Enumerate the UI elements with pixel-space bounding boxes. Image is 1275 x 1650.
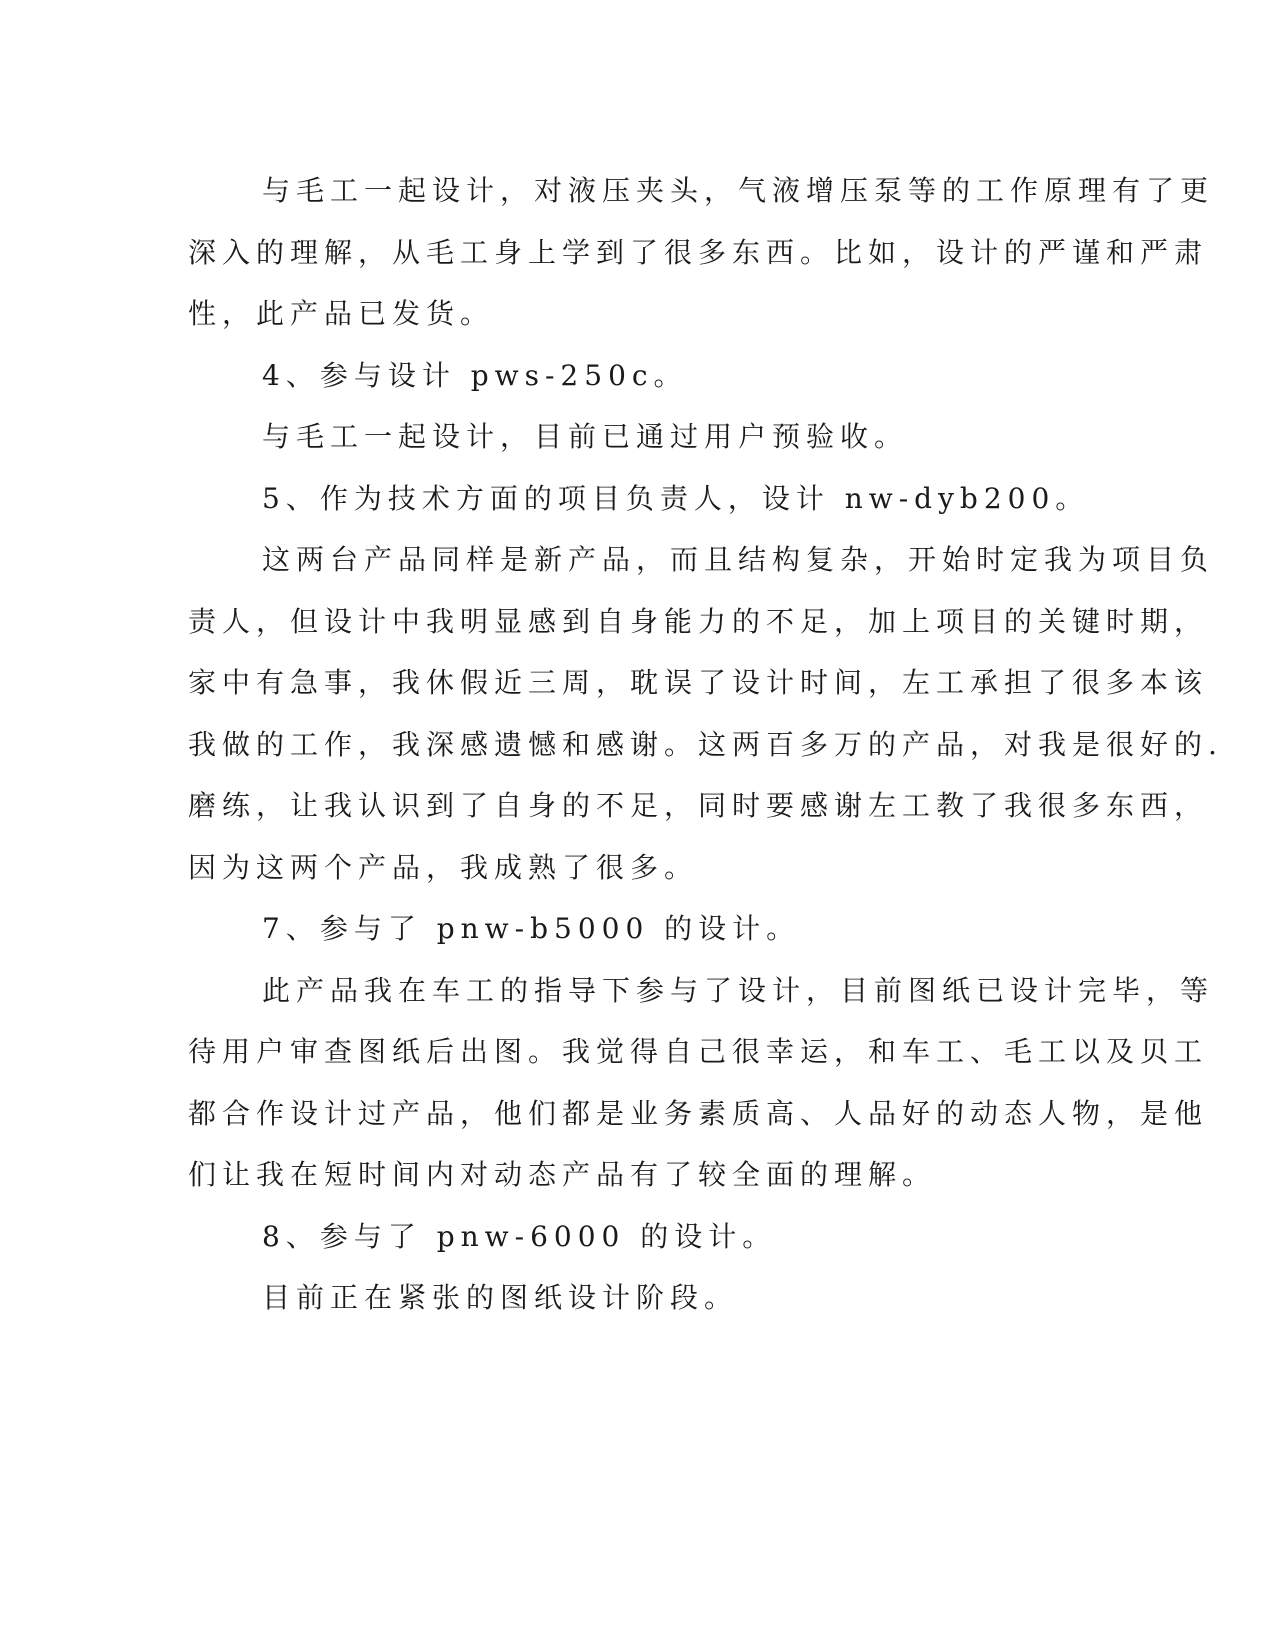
item-heading: 4、参与设计 pws-250c。 — [262, 358, 688, 392]
paragraph-line: 我做的工作，我深感遗憾和感谢。这两百多万的产品，对我是很好的. — [188, 727, 1223, 761]
item-heading: 5、作为技术方面的项目负责人，设计 nw-dyb200。 — [262, 481, 1090, 515]
paragraph-line: 这两台产品同样是新产品，而且结构复杂，开始时定我为项目负 — [262, 543, 1215, 576]
paragraph-line: 深入的理解，从毛工身上学到了很多东西。比如，设计的严谨和严肃 — [188, 235, 1209, 269]
paragraph-line: 目前正在紧张的图纸设计阶段。 — [262, 1281, 739, 1314]
paragraph-line: 此产品我在车工的指导下参与了设计，目前图纸已设计完毕，等 — [262, 973, 1215, 1007]
paragraph-line: 们让我在短时间内对动态产品有了较全面的理解。 — [188, 1158, 937, 1191]
item-heading: 7、参与了 pnw-b5000 的设计。 — [262, 912, 801, 945]
paragraph-line: 与毛工一起设计，目前已通过用户预验收。 — [262, 420, 909, 453]
paragraph-line: 都合作设计过产品，他们都是业务素质高、人品好的动态人物，是他 — [188, 1096, 1209, 1130]
paragraph-line: 责人，但设计中我明显感到自身能力的不足，加上项目的关键时期， — [188, 604, 1209, 638]
paragraph-line: 与毛工一起设计，对液压夹头，气液增压泵等的工作原理有了更 — [262, 174, 1215, 207]
paragraph-line: 待用户审查图纸后出图。我觉得自己很幸运，和车工、毛工以及贝工 — [188, 1035, 1209, 1068]
document-body — [188, 160, 1223, 1329]
paragraph-line: 磨练，让我认识到了自身的不足，同时要感谢左工教了我很多东西， — [188, 789, 1209, 822]
paragraph-line: 家中有急事，我休假近三周，耽误了设计时间，左工承担了很多本该 — [188, 666, 1209, 699]
paragraph-line: 性，此产品已发货。 — [188, 297, 495, 330]
item-heading: 8、参与了 pnw-6000 的设计。 — [262, 1219, 777, 1253]
paragraph-line: 因为这两个产品，我成熟了很多。 — [188, 850, 699, 884]
